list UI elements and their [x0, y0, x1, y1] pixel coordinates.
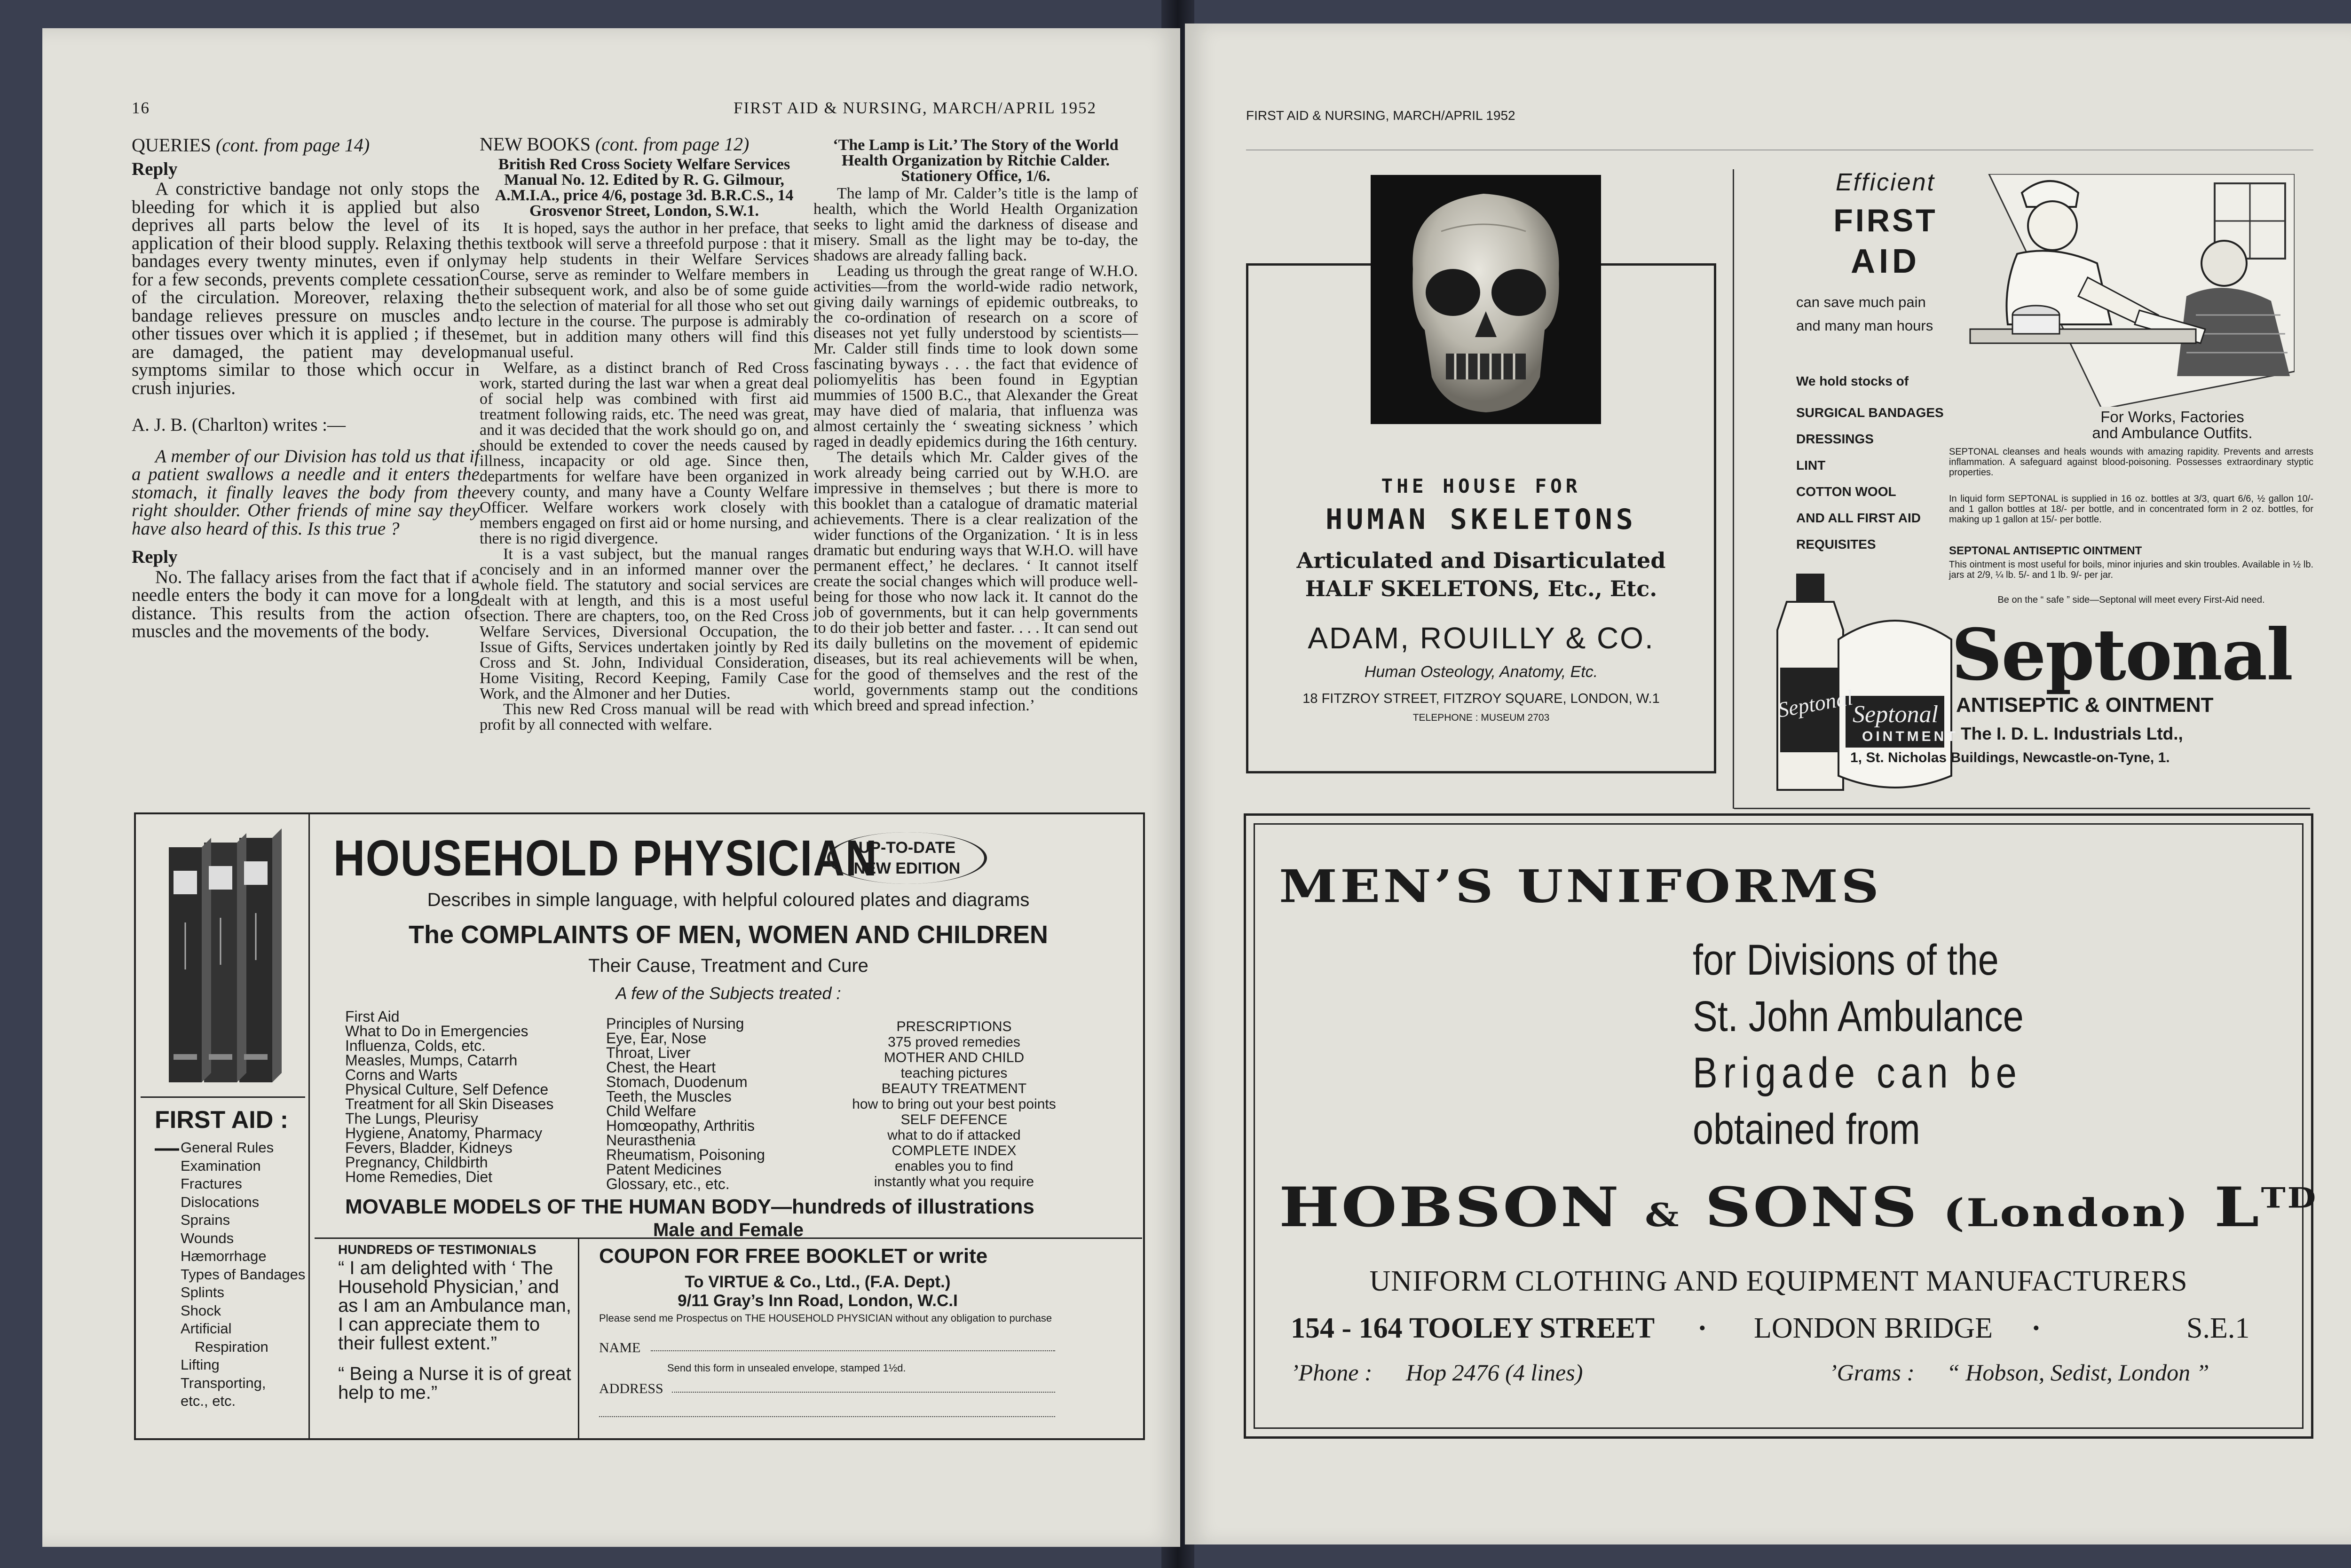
list-item: Lifting [181, 1356, 220, 1373]
coupon-address: 9/11 Gray’s Inn Road, London, W.C.I [678, 1292, 958, 1310]
list-item: COMPLETE INDEX [891, 1143, 1017, 1158]
hobson-name: HOBSON [1279, 1175, 1621, 1239]
septonal-aid: AID [1851, 243, 1920, 280]
list-item: Transporting, [181, 1374, 266, 1391]
testimonial-1: “ I am delighted with ‘ The Household Physician,’ and as I am an Ambulance man, I can appreciate them to their fullest extent.” [338, 1258, 571, 1354]
septonal-para-1: SEPTONAL cleanses and heals wounds with amazing rapidity. Prevents and arrests inflammation. A safeguard against blood-poisoning. Possesses extraordinary styptic properties. [1949, 447, 2313, 478]
list-item: etc., etc. [181, 1393, 236, 1409]
list-item: COTTON WOOL [1796, 484, 1896, 499]
running-head: FIRST AID & NURSING, MARCH/APRIL 1952 [734, 99, 1097, 117]
mens-uniforms: MEN’S UNIFORMS [1279, 860, 1882, 913]
hobson-addr-3: S.E.1 [2186, 1312, 2250, 1344]
cause-line: Their Cause, Treatment and Cure [588, 955, 868, 976]
testimonial-2: “ Being a Nurse it is of great help to me.” [338, 1363, 571, 1403]
subjects-col-c [808, 1019, 1100, 1190]
hobson-ltd: L [2214, 1175, 2261, 1239]
welfare-book-heading: British Red Cross Society Welfare Services Manual No. 12. Edited by R. G. Gilmour, A.M.I.A., price 4/6, postage 3d. B.R.C.S., 14 Grosvenor Street, London, S.W.1. [495, 156, 794, 220]
septonal-divider [1733, 169, 1734, 809]
list-item: Child Welfare [606, 1103, 696, 1119]
list-item: Pregnancy, Childbirth [345, 1154, 488, 1171]
bullet-1: · [1697, 1312, 1707, 1344]
reply-text: A constrictive bandage not only stops the bleeding for which it is applied but also deprives all parts below the level of its application of their blood supply. Relaxing the bandages every twenty minutes, even if only for a few seconds, prevents complete cessation of the circulation. Moreover, relaxing the bandage relieves pressure on muscles and other tissues over which it is applied ; if these are damaged, the patient may develop symptoms similar to those which occur in crush injuries. [132, 179, 480, 398]
page-number: 16 [132, 99, 150, 117]
list-item: Examination [181, 1157, 261, 1174]
adam-subtitle: Human Osteology, Anatomy, Etc. [1364, 663, 1598, 681]
hobson-london: (London) [1943, 1190, 2190, 1236]
query-text: A member of our Division has told us that if a patient swallows a needle and it enters the stomach, it finally leaves the body from the right shoulder. Other friends of mine say they have also heard of this. Is this true ? [132, 446, 480, 539]
first-aid-list [181, 1139, 305, 1410]
lamp-p2: Leading us through the great range of W.H.O. activities—from the world-wide radio network, giving daily warnings of epidemic outbreaks, to the co-ordination of research on a score of diseases not yet fully understood by scientists—Mr. Calder still finds time to look down some fascinating byways . . . the fact that evidence of poliomyelitis has been found in Egyptian mummies of 1500 B.C., that Alexander the Great may have died of malaria, that influenza was almost certainly the ‘ sweating sickness ’ which raged in deadly epidemics during the 16th century. [813, 262, 1138, 450]
reply-heading: Reply [132, 158, 178, 179]
for-works-line-2: and Ambulance Outfits. [2092, 424, 2253, 441]
subjects-col-b [606, 1016, 765, 1191]
list-item: Treatment for all Skin Diseases [345, 1095, 554, 1112]
list-item: Physical Culture, Self Defence [345, 1081, 549, 1098]
welfare-p1: It is hoped, says the author in her preface, that this textbook will serve a threefold purpose : that it may help students in their Welfare Services Course, serve as reminder to Welfare members in their subsequent work, and also be of some guide to the selection of material for all those who set out to lecture in the course. The purpose is admirably met, but in addition many others will find this manual useful. [480, 220, 809, 361]
address-field-2[interactable] [599, 1416, 1055, 1417]
list-item: Eye, Ear, Nose [606, 1030, 707, 1047]
list-item: Fevers, Bladder, Kidneys [345, 1139, 513, 1156]
hobson-addr-2: LONDON BRIDGE [1754, 1312, 1993, 1344]
hobson-line-3: Brigade can be [1693, 1049, 2022, 1097]
coupon-heading: COUPON FOR FREE BOOKLET or write [599, 1245, 988, 1268]
list-item: General Rules [181, 1139, 274, 1156]
bottle-label: Septonal [1775, 685, 1855, 722]
welfare-p3: It is a vast subject, but the manual ranges concisely and in an informed manner over the whole field. The statutory and social services are dealt with at length, and this is a most useful section. There are chapters, too, on the Red Cross Welfare Services, Diversional Occupation, the Issue of Gifts, Services undertaken jointly by Red Cross and St. John, Individual Consideration, Home Visiting, Record Keeping, Family Case Work, and the Almoner and her Duties. [480, 545, 809, 702]
articulated-line: Articulated and Disarticulated [1296, 548, 1666, 573]
adam-telephone: TELEPHONE : MUSEUM 2703 [1412, 712, 1550, 723]
ointment-heading: SEPTONAL ANTISEPTIC OINTMENT [1949, 544, 2142, 557]
new-books-column [480, 136, 809, 733]
list-item: AND ALL FIRST AID [1796, 511, 1921, 525]
list-item: First Aid [345, 1008, 400, 1025]
list-item: DRESSINGS [1796, 432, 1874, 446]
septonal-brand-sub: ANTISEPTIC & OINTMENT [1956, 693, 2214, 717]
badge-line-1: UP-TO-DATE [858, 839, 956, 857]
adam-address: 18 FITZROY STREET, FITZROY SQUARE, LONDON, W.1 [1302, 691, 1660, 706]
address-field[interactable] [672, 1392, 1055, 1393]
household-physician-ad [134, 812, 1145, 1440]
jar-label: Septonal [1853, 701, 1938, 728]
subjects-heading: A few of the Subjects treated : [615, 984, 841, 1003]
list-item: Measles, Mumps, Catarrh [345, 1052, 518, 1069]
list-item: 375 proved remedies [888, 1034, 1020, 1050]
half-skeletons-line: HALF SKELETONS, Etc., Etc. [1305, 576, 1657, 601]
list-item: Homœopathy, Arthritis [606, 1117, 755, 1134]
stocks-line: We hold stocks of [1796, 374, 1909, 388]
efficient: Efficient [1836, 169, 1935, 196]
subjects-col-a [345, 1009, 553, 1184]
list-item: Patent Medicines [606, 1161, 722, 1178]
badge-line-2: NEW EDITION [853, 859, 961, 877]
queries-title: QUERIES [132, 134, 211, 156]
nurse-bandaging-illustration [1961, 174, 2295, 407]
for-works [2031, 409, 2313, 441]
hobson-ltd-sup: TD [2261, 1181, 2318, 1215]
list-item: PRESCRIPTIONS [896, 1019, 1012, 1034]
hobson-line-2: St. John Ambulance [1693, 993, 2024, 1040]
idl-company: The I. D. L. Industrials Ltd., [1961, 724, 2183, 743]
skull-icon [1371, 175, 1601, 424]
books-illustration [159, 828, 291, 1092]
lamp-p1: The lamp of Mr. Calder’s title is the lamp of health, which the World Health Organization seeks to light amid the darkness of disease and misery. Small as the light may be to-day, the shadows are already falling back. [813, 185, 1138, 264]
running-head-right: FIRST AID & NURSING, MARCH/APRIL 1952 [1246, 108, 1515, 123]
jar-label-2: OINTMENT [1862, 729, 1958, 744]
septonal-para-2: In liquid form SEPTONAL is supplied in 16 oz. bottles at 3/3, quart 6/6, ½ gallon 10/- and 1 gallon bottles at 18/- per bottle, and in concentrated form in 2 oz. bottles, for making up 1 gallon at 15/- per bottle. [1949, 494, 2313, 525]
list-item: teaching pictures [900, 1065, 1008, 1081]
list-item: Hæmorrhage [181, 1248, 267, 1264]
hobson-addr-1: 154 - 164 TOOLEY STREET [1291, 1312, 1655, 1344]
hobson-line-1: for Divisions of the [1693, 936, 1999, 984]
left-page [42, 28, 1180, 1547]
male-female: Male and Female [653, 1220, 804, 1240]
list-item: Teeth, the Muscles [606, 1088, 732, 1105]
phone-label: ’Phone : [1291, 1359, 1373, 1386]
human-skeletons: HUMAN SKELETONS [1325, 503, 1637, 536]
list-item: Sprains [181, 1212, 230, 1228]
first-aid-heading: FIRST AID :— [155, 1106, 289, 1162]
list-item: instantly what you require [874, 1174, 1034, 1190]
grams-label: ’Grams : [1829, 1359, 1915, 1386]
list-item: Home Remedies, Diet [345, 1168, 492, 1185]
envelope-note: Send this form in unsealed envelope, stamped 1½d. [667, 1362, 906, 1374]
new-books-cont: (cont. from page 12) [595, 134, 749, 155]
list-item: what to do if attacked [887, 1127, 1021, 1143]
septonal-first: FIRST [1833, 203, 1938, 238]
queries-column [132, 136, 480, 641]
new-books-title: NEW BOOKS [480, 134, 591, 155]
ad-description: Describes in simple language, with helpful coloured plates and diagrams [427, 890, 1030, 910]
septonal-para-4: Be on the “ safe ” side—Septonal will meet every First-Aid need. [1997, 595, 2265, 605]
lamp-column [813, 137, 1138, 713]
list-item: Wounds [181, 1229, 234, 1246]
bullet-2: · [2031, 1312, 2041, 1344]
list-item: Influenza, Colds, etc. [345, 1037, 486, 1054]
lamp-p3: The details which Mr. Calder gives of the work already being carried out by W.H.O. are impressive in themselves ; but there is more to this booklet than a catalogue of dramatic material achievements. There is a clear realization of the wider functions of the Organization. ‘ It is in less dramatic but enduring ways that W.H.O. will have permanent effect,’ he declares. ‘ It cannot itself create the social changes which will produce well-being for those who now lack it. It cannot do the job of governments, but it can help governments to do their job better and faster. . . . It can send out its daily bulletins on the movement of epidemic diseases, but its real achievements will be when, for the good of themselves and the rest of the world, governments stamp out the conditions which breed and spread infection.’ [813, 449, 1138, 714]
reply-text-2: No. The fallacy arises from the fact that if a needle enters the body it can move for a long distance. This results from the action of muscles and the movements of the body. [132, 567, 480, 641]
testimonials-heading: HUNDREDS OF TESTIMONIALS [338, 1242, 536, 1257]
list-item: Fractures [181, 1175, 242, 1192]
coupon-note: Please send me Prospectus on THE HOUSEHOLD PHYSICIAN without any obligation to purchase [599, 1312, 1052, 1324]
list-item: Shock [181, 1302, 221, 1319]
list-item: REQUISITES [1796, 537, 1876, 552]
stock-items [1796, 400, 1944, 558]
house-for: THE HOUSE FOR [1381, 475, 1581, 497]
list-item: Neurasthenia [606, 1132, 696, 1149]
list-item: Rheumatism, Poisoning [606, 1146, 765, 1163]
queries-cont: (cont. from page 14) [215, 134, 370, 156]
hobson-company [1279, 1175, 2318, 1239]
hobson-manufacturers: UNIFORM CLOTHING AND EQUIPMENT MANUFACTURERS [1369, 1265, 2188, 1297]
list-item: BEAUTY TREATMENT [881, 1081, 1027, 1096]
list-item: Respiration [195, 1338, 268, 1355]
list-item: LINT [1796, 458, 1826, 473]
for-works-line-1: For Works, Factories [2100, 408, 2244, 425]
name-label: NAME [599, 1340, 641, 1355]
ad-left-strip [136, 814, 310, 1438]
list-item: Stomach, Duodenum [606, 1073, 748, 1090]
hobson-line-4: obtained from [1693, 1105, 1920, 1153]
list-item: Dislocations [181, 1193, 260, 1210]
list-item: Splints [181, 1284, 225, 1300]
list-item: Artificial [181, 1320, 232, 1337]
list-item: MOTHER AND CHILD [884, 1050, 1025, 1065]
name-field[interactable] [651, 1350, 1055, 1351]
list-item: Chest, the Heart [606, 1059, 716, 1076]
address-label: ADDRESS [599, 1381, 663, 1396]
list-item: Principles of Nursing [606, 1015, 744, 1032]
septonal-brand: Septonal [1951, 614, 2293, 696]
hobson-amp: & [1645, 1196, 1681, 1234]
skull-photo [1371, 175, 1601, 424]
hobson-sons: SONS [1704, 1175, 1919, 1239]
idl-address: 1, St. Nicholas Buildings, Newcastle-on-Tyne, 1. [1850, 750, 2170, 765]
welfare-p2: Welfare, as a distinct branch of Red Cross work, started during the last war when a great deal of social help was combined with first aid treatment following raids, etc. The need was great, and it was decided that the work should go on, and should be extended to cover the needs caused by illness, incapacity or old age. Since then, departments for welfare have been organized in every county, and many have a County Welfare Officer. Welfare workers work closely with members engaged on first aid or home nursing, and there is no rigid divergence. [480, 359, 809, 547]
movable-models: MOVABLE MODELS OF THE HUMAN BODY—hundreds of illustrations [345, 1195, 1034, 1218]
list-item: Corns and Warts [345, 1066, 458, 1083]
list-item: SELF DEFENCE [900, 1112, 1008, 1127]
list-item: enables you to find [895, 1158, 1013, 1174]
query-writer: A. J. B. (Charlton) writes :— [132, 415, 346, 435]
reply-heading-2: Reply [132, 547, 178, 567]
list-item: how to bring out your best points [852, 1096, 1056, 1112]
adam-company: ADAM, ROUILLY & CO. [1308, 621, 1655, 655]
phone-number: Hop 2476 (4 lines) [1406, 1359, 1583, 1386]
ad-title: HOUSEHOLD PHYSICIAN [333, 829, 878, 886]
list-item: Glossary, etc., etc. [606, 1175, 730, 1192]
list-item: Hygiene, Anatomy, Pharmacy [345, 1125, 543, 1142]
list-item: Throat, Liver [606, 1044, 691, 1061]
welfare-p4: This new Red Cross manual will be read with profit by all connected with welfare. [480, 701, 809, 733]
save-line-2: and many man hours [1796, 317, 1933, 334]
grams-address: “ Hobson, Sedist, London ” [1947, 1359, 2209, 1386]
right-page [1185, 24, 2351, 1544]
list-item: SURGICAL BANDAGES [1796, 405, 1944, 420]
save-line-1: can save much pain [1796, 294, 1926, 310]
septonal-para-3: This ointment is most useful for boils, minor injuries and skin troubles. Available in ½ lb. jars at 2/9, ¼ lb. 5/- and 1 lb. 9/- per jar. [1949, 559, 2313, 580]
coupon-to: To VIRTUE & Co., Ltd., (F.A. Dept.) [685, 1273, 951, 1291]
list-item: Types of Bandages [181, 1266, 306, 1283]
list-item: The Lungs, Pleurisy [345, 1110, 478, 1127]
lamp-book-heading: ‘The Lamp is Lit.’ The Story of the World Health Organization by Ritchie Calder. Stationery Office, 1/6. [833, 136, 1119, 185]
complaints-line: The COMPLAINTS OF MEN, WOMEN AND CHILDREN [409, 921, 1048, 949]
list-item: What to Do in Emergencies [345, 1023, 529, 1040]
